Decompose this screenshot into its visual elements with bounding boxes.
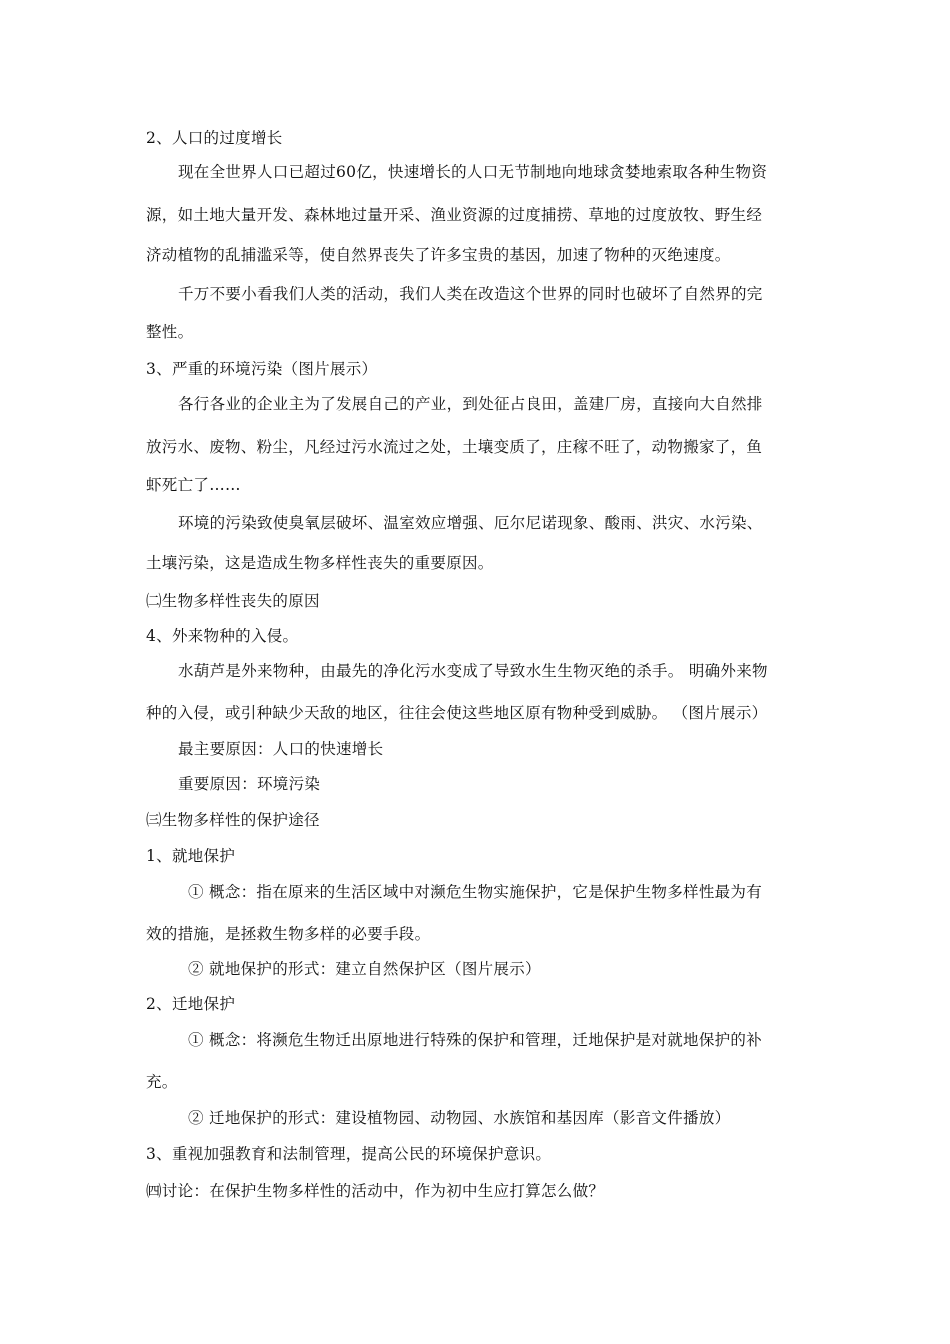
paragraph-line: 充。 (146, 1073, 178, 1091)
paragraph-line: 土壤污染，这是造成生物多样性丧失的重要原因。 (146, 554, 494, 572)
section-heading-protection: ㈢生物多样性的保护途径 (146, 811, 320, 829)
section-heading-causes: ㈡生物多样性丧失的原因 (146, 592, 320, 610)
section-heading-discussion: ㈣讨论：在保护生物多样性的活动中，作为初中生应打算怎么做？ (146, 1182, 605, 1200)
paragraph-line: 放污水、废物、粉尘，凡经过污水流过之处，土壤变质了，庄稼不旺了，动物搬家了，鱼 (146, 438, 763, 456)
paragraph-line: 最主要原因：人口的快速增长 (178, 740, 384, 758)
paragraph-line: 效的措施，是拯救生物多样的必要手段。 (146, 925, 431, 943)
paragraph-line: 整性。 (146, 323, 194, 341)
paragraph-line: 重要原因：环境污染 (178, 775, 321, 793)
paragraph-line: 水葫芦是外来物种，由最先的净化污水变成了导致水生生物灭绝的杀手。 明确外来物 (178, 662, 768, 680)
paragraph-line: 济动植物的乱捕滥采等，使自然界丧失了许多宝贵的基因，加速了物种的灭绝速度。 (146, 246, 731, 264)
paragraph-line: ① 概念：将濒危生物迁出原地进行特殊的保护和管理，迁地保护是对就地保护的补 (188, 1031, 763, 1049)
heading-in-situ: 1、就地保护 (146, 847, 236, 865)
heading-pollution: 3、严重的环境污染（图片展示） (146, 360, 378, 378)
heading-invasive-species: 4、外来物种的入侵。 (146, 627, 299, 645)
paragraph-line: ① 概念：指在原来的生活区域中对濒危生物实施保护，它是保护生物多样性最为有 (188, 883, 763, 901)
paragraph-line: 现在全世界人口已超过60亿，快速增长的人口无节制地向地球贪婪地索取各种生物资 (178, 163, 768, 181)
paragraph-line: 各行各业的企业主为了发展自己的产业，到处征占良田，盖建厂房，直接向大自然排 (178, 395, 763, 413)
paragraph-line: 千万不要小看我们人类的活动，我们人类在改造这个世界的同时也破坏了自然界的完 (178, 285, 763, 303)
heading-ex-situ: 2、迁地保护 (146, 995, 236, 1013)
paragraph-line: 环境的污染致使臭氧层破坏、温室效应增强、厄尔尼诺现象、酸雨、洪灾、水污染、 (178, 514, 763, 532)
paragraph-line: ② 就地保护的形式：建立自然保护区（图片展示） (188, 960, 541, 978)
heading-education: 3、重视加强教育和法制管理，提高公民的环境保护意识。 (146, 1145, 552, 1163)
paragraph-line: ② 迁地保护的形式：建设植物园、动物园、水族馆和基因库（影音文件播放） (188, 1109, 731, 1127)
paragraph-line: 源，如土地大量开发、森林地过量开采、渔业资源的过度捕捞、草地的过度放牧、野生经 (146, 206, 763, 224)
heading-population-growth: 2、人口的过度增长 (146, 129, 283, 147)
paragraph-line: 虾死亡了…… (146, 476, 241, 494)
paragraph-line: 种的入侵，或引种缺少天敌的地区，往往会使这些地区原有物种受到威胁。 （图片展示） (146, 704, 768, 722)
